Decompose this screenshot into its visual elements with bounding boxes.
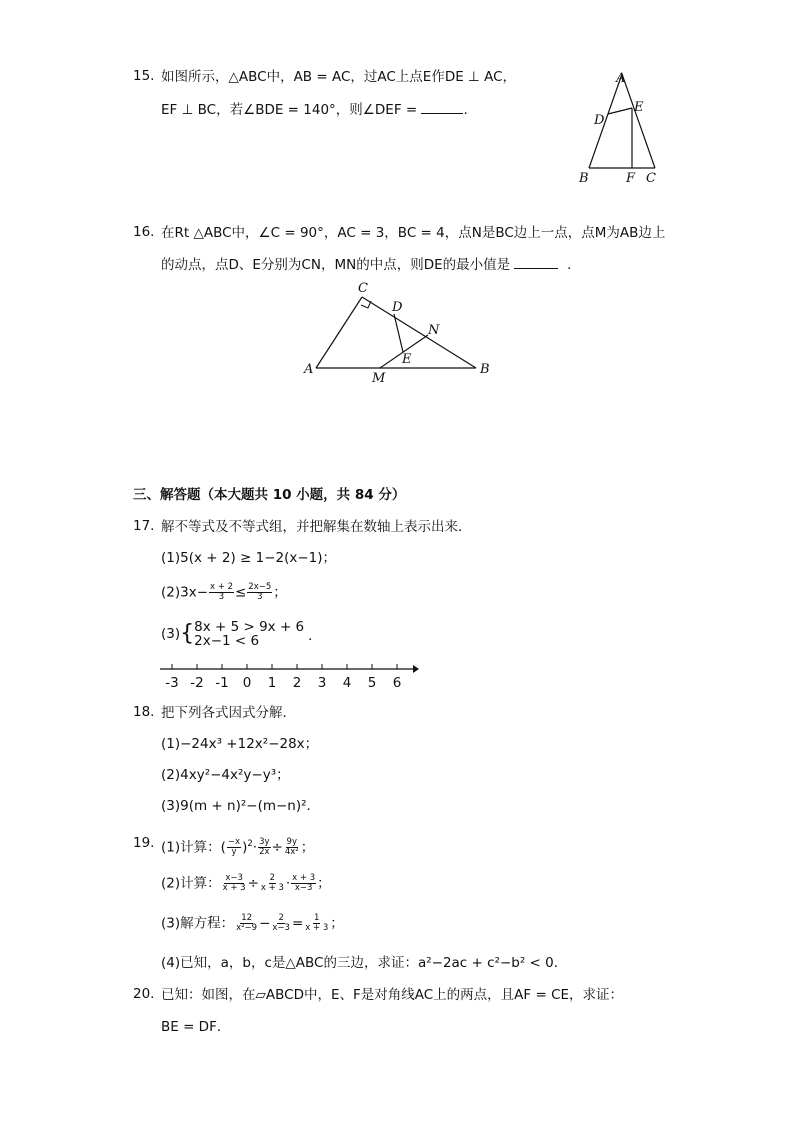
q17-number-line (155, 660, 420, 692)
q17-stem: 解不等式及不等式组，并把解集在数轴上表示出来． (161, 519, 472, 535)
q17-part3-row2: 2x−1 < 6 (194, 633, 260, 649)
q16-number: 16. (133, 224, 155, 240)
q16-label-b: B (480, 362, 490, 377)
q19-part2-frac3-num: x + 3 (292, 873, 316, 883)
q15-line2-end: . (463, 102, 468, 118)
q16-label-e: E (402, 352, 412, 367)
q15-figure (570, 62, 670, 190)
q19-part2 (161, 874, 331, 893)
q19-part2-frac3 (291, 874, 316, 893)
q19-part3-frac3-num: 1 (314, 913, 320, 923)
q18-part2: (2)4xy²−4x²y−y³； (161, 767, 290, 783)
q17-part3-brace: { (180, 621, 195, 646)
q18-part1: (1)−24x³ +12x²−28x； (161, 736, 319, 752)
q19-part1-frac2-den: 2x (259, 847, 270, 857)
q16-label-c: C (358, 281, 368, 296)
q16-label-a: A (304, 362, 314, 377)
q17-part3 (161, 620, 322, 648)
q15-label-b: B (579, 171, 589, 186)
q17-part3-row1: 8x + 5 > 9x + 6 (194, 619, 305, 635)
number-line-label: 5 (367, 675, 377, 691)
number-line-label: 6 (392, 675, 402, 691)
q19-part2-frac1-den: x + 3 (222, 883, 246, 893)
number-line-label: 3 (317, 675, 327, 691)
q20-line2: BE = DF． (161, 1019, 231, 1035)
q20-number: 20. (133, 986, 155, 1002)
q16-label-d: D (392, 300, 403, 315)
q19-part2-dot: · (285, 875, 291, 892)
q19-part1-prefix: (1)计算： (161, 839, 221, 856)
q17-part2 (161, 583, 287, 602)
q15-label-a: A (616, 71, 626, 86)
q19-part3-frac2 (271, 914, 291, 933)
q19-part2-prefix: (2)计算： (161, 875, 221, 892)
q15-line2 (161, 101, 468, 119)
q19-part3-minus: − (259, 915, 271, 932)
q16-line2-text: 的动点，点D、E分别为CN，MN的中点，则DE的最小值是 (161, 257, 511, 273)
q16-figure (300, 278, 500, 388)
q19-part1-frac1-den: y (231, 847, 237, 857)
q19-part1-frac3-num: 9y (286, 837, 297, 847)
q19-part3-frac1-num: 12 (241, 913, 253, 923)
section-3-title (133, 486, 405, 504)
q19-part2-frac2-den: x + 3 (260, 883, 284, 893)
q19-part2-frac1-num: x−3 (225, 873, 243, 883)
q19-part3-prefix: (3)解方程： (161, 915, 235, 932)
q19-part1-frac1 (227, 838, 241, 857)
q17-part3-system (194, 620, 304, 648)
q16-line2-end: . (567, 257, 572, 273)
number-line-label: 2 (292, 675, 302, 691)
section-3-title-text: 三、解答题（本大题共 10 小题，共 84 分） (133, 487, 406, 503)
q17-part3-prefix: (3) (161, 626, 181, 642)
number-line-label: -1 (215, 675, 229, 691)
q15-label-f: F (626, 171, 636, 186)
q18-number: 18. (133, 704, 155, 720)
q19-part1-frac3-den: 4x² (284, 847, 299, 857)
q19-part2-frac1 (222, 874, 247, 893)
q17-part2-fraction2 (247, 583, 272, 602)
q19-part3-frac2-den: x−3 (272, 923, 290, 933)
q20-line1: 已知：如图，在▱ABCD中，E、F是对角线AC上的两点，且AF = CE，求证： (161, 987, 624, 1003)
q15-answer-blank[interactable] (421, 101, 463, 114)
q17-part2-frac2-num: 2x−5 (248, 582, 272, 592)
q17-part2-fraction1 (209, 583, 234, 602)
q16-line2 (161, 256, 571, 274)
q19-part1-frac2 (258, 838, 270, 857)
q19-part3-frac1-den: x²−9 (236, 923, 258, 933)
q17-part1: (1)5(x + 2) ≥ 1−2(x−1)； (161, 550, 337, 566)
q15-label-e: E (634, 100, 644, 115)
number-line-label: 4 (342, 675, 352, 691)
q15-number: 15. (133, 68, 155, 84)
q19-part1-frac2-num: 3y (259, 837, 270, 847)
q19-part2-frac2-num: 2 (269, 873, 276, 883)
q19-part3-frac2-num: 2 (278, 913, 284, 923)
q19-part3-frac3-den: x + 3 (305, 923, 329, 933)
q15-label-d: D (594, 113, 605, 128)
q19-part1-end: ； (300, 839, 315, 856)
number-line-label: 0 (242, 675, 252, 691)
q19-part1: (1)计算：( $\frac{-x}{y}$ )$^2$· $\frac{3y}{2x}$ ÷ $\frac{9y}{\text{4x²}}$ ； (161, 837, 315, 857)
q16-label-n: N (428, 323, 440, 338)
q17-part2-end: ； (273, 584, 287, 601)
q19-part2-div: ÷ (247, 875, 259, 892)
q19-part1-dot: · (252, 839, 258, 856)
q19-part3-frac3 (304, 914, 329, 933)
q17-part2-prefix: (2)3x− (161, 584, 209, 601)
q19-part3-frac1 (235, 914, 258, 933)
q16-label-m: M (372, 371, 386, 386)
q18-stem: 把下列各式因式分解． (161, 705, 296, 721)
q19-part1-square: 2 (247, 839, 253, 849)
q17-part2-mid: ≤ (234, 584, 247, 601)
q15-line1: 如图所示，△ABC中，AB = AC，过AC上点E作DE ⊥ AC， (161, 69, 517, 85)
q16-answer-blank[interactable] (514, 256, 558, 269)
q17-part2-frac1-den: 3 (218, 592, 225, 602)
q17-number: 17. (133, 518, 155, 534)
q19-part1-div: ÷ (271, 839, 283, 856)
q16-line1: 在Rt △ABC中，∠C = 90°，AC = 3，BC = 4，点N是BC边上一点，点M为AB边上 (161, 225, 666, 241)
q19-part1-frac1-num: −x (227, 837, 241, 847)
number-line-label: -2 (190, 675, 204, 691)
q19-part2-frac2 (260, 874, 285, 893)
q19-part3-end: ； (330, 915, 344, 932)
q17-part2-frac2-den: 3 (257, 592, 263, 602)
q17-part3-end: ． (308, 628, 322, 644)
q19-part3-eq: = (291, 915, 304, 932)
q18-part3: (3)9(m + n)²−(m−n)²． (161, 798, 321, 814)
number-line-label: 1 (267, 675, 277, 691)
q19-part2-frac3-den: x−3 (294, 883, 313, 893)
q19-part3 (161, 914, 344, 933)
q17-part2-frac1-num: x + 2 (210, 582, 233, 592)
number-line-label: -3 (165, 675, 179, 691)
q19-part4: (4)已知，a，b，c是△ABC的三边，求证：a²−2ac + c²−b² < 0． (161, 955, 568, 971)
q15-line2-text: EF ⊥ BC，若∠BDE = 140°，则∠DEF = (161, 102, 418, 118)
q19-part2-end: ； (317, 875, 331, 892)
q19-part1-frac3 (284, 838, 300, 857)
q19-number: 19. (133, 835, 155, 851)
q15-label-c: C (646, 171, 656, 186)
